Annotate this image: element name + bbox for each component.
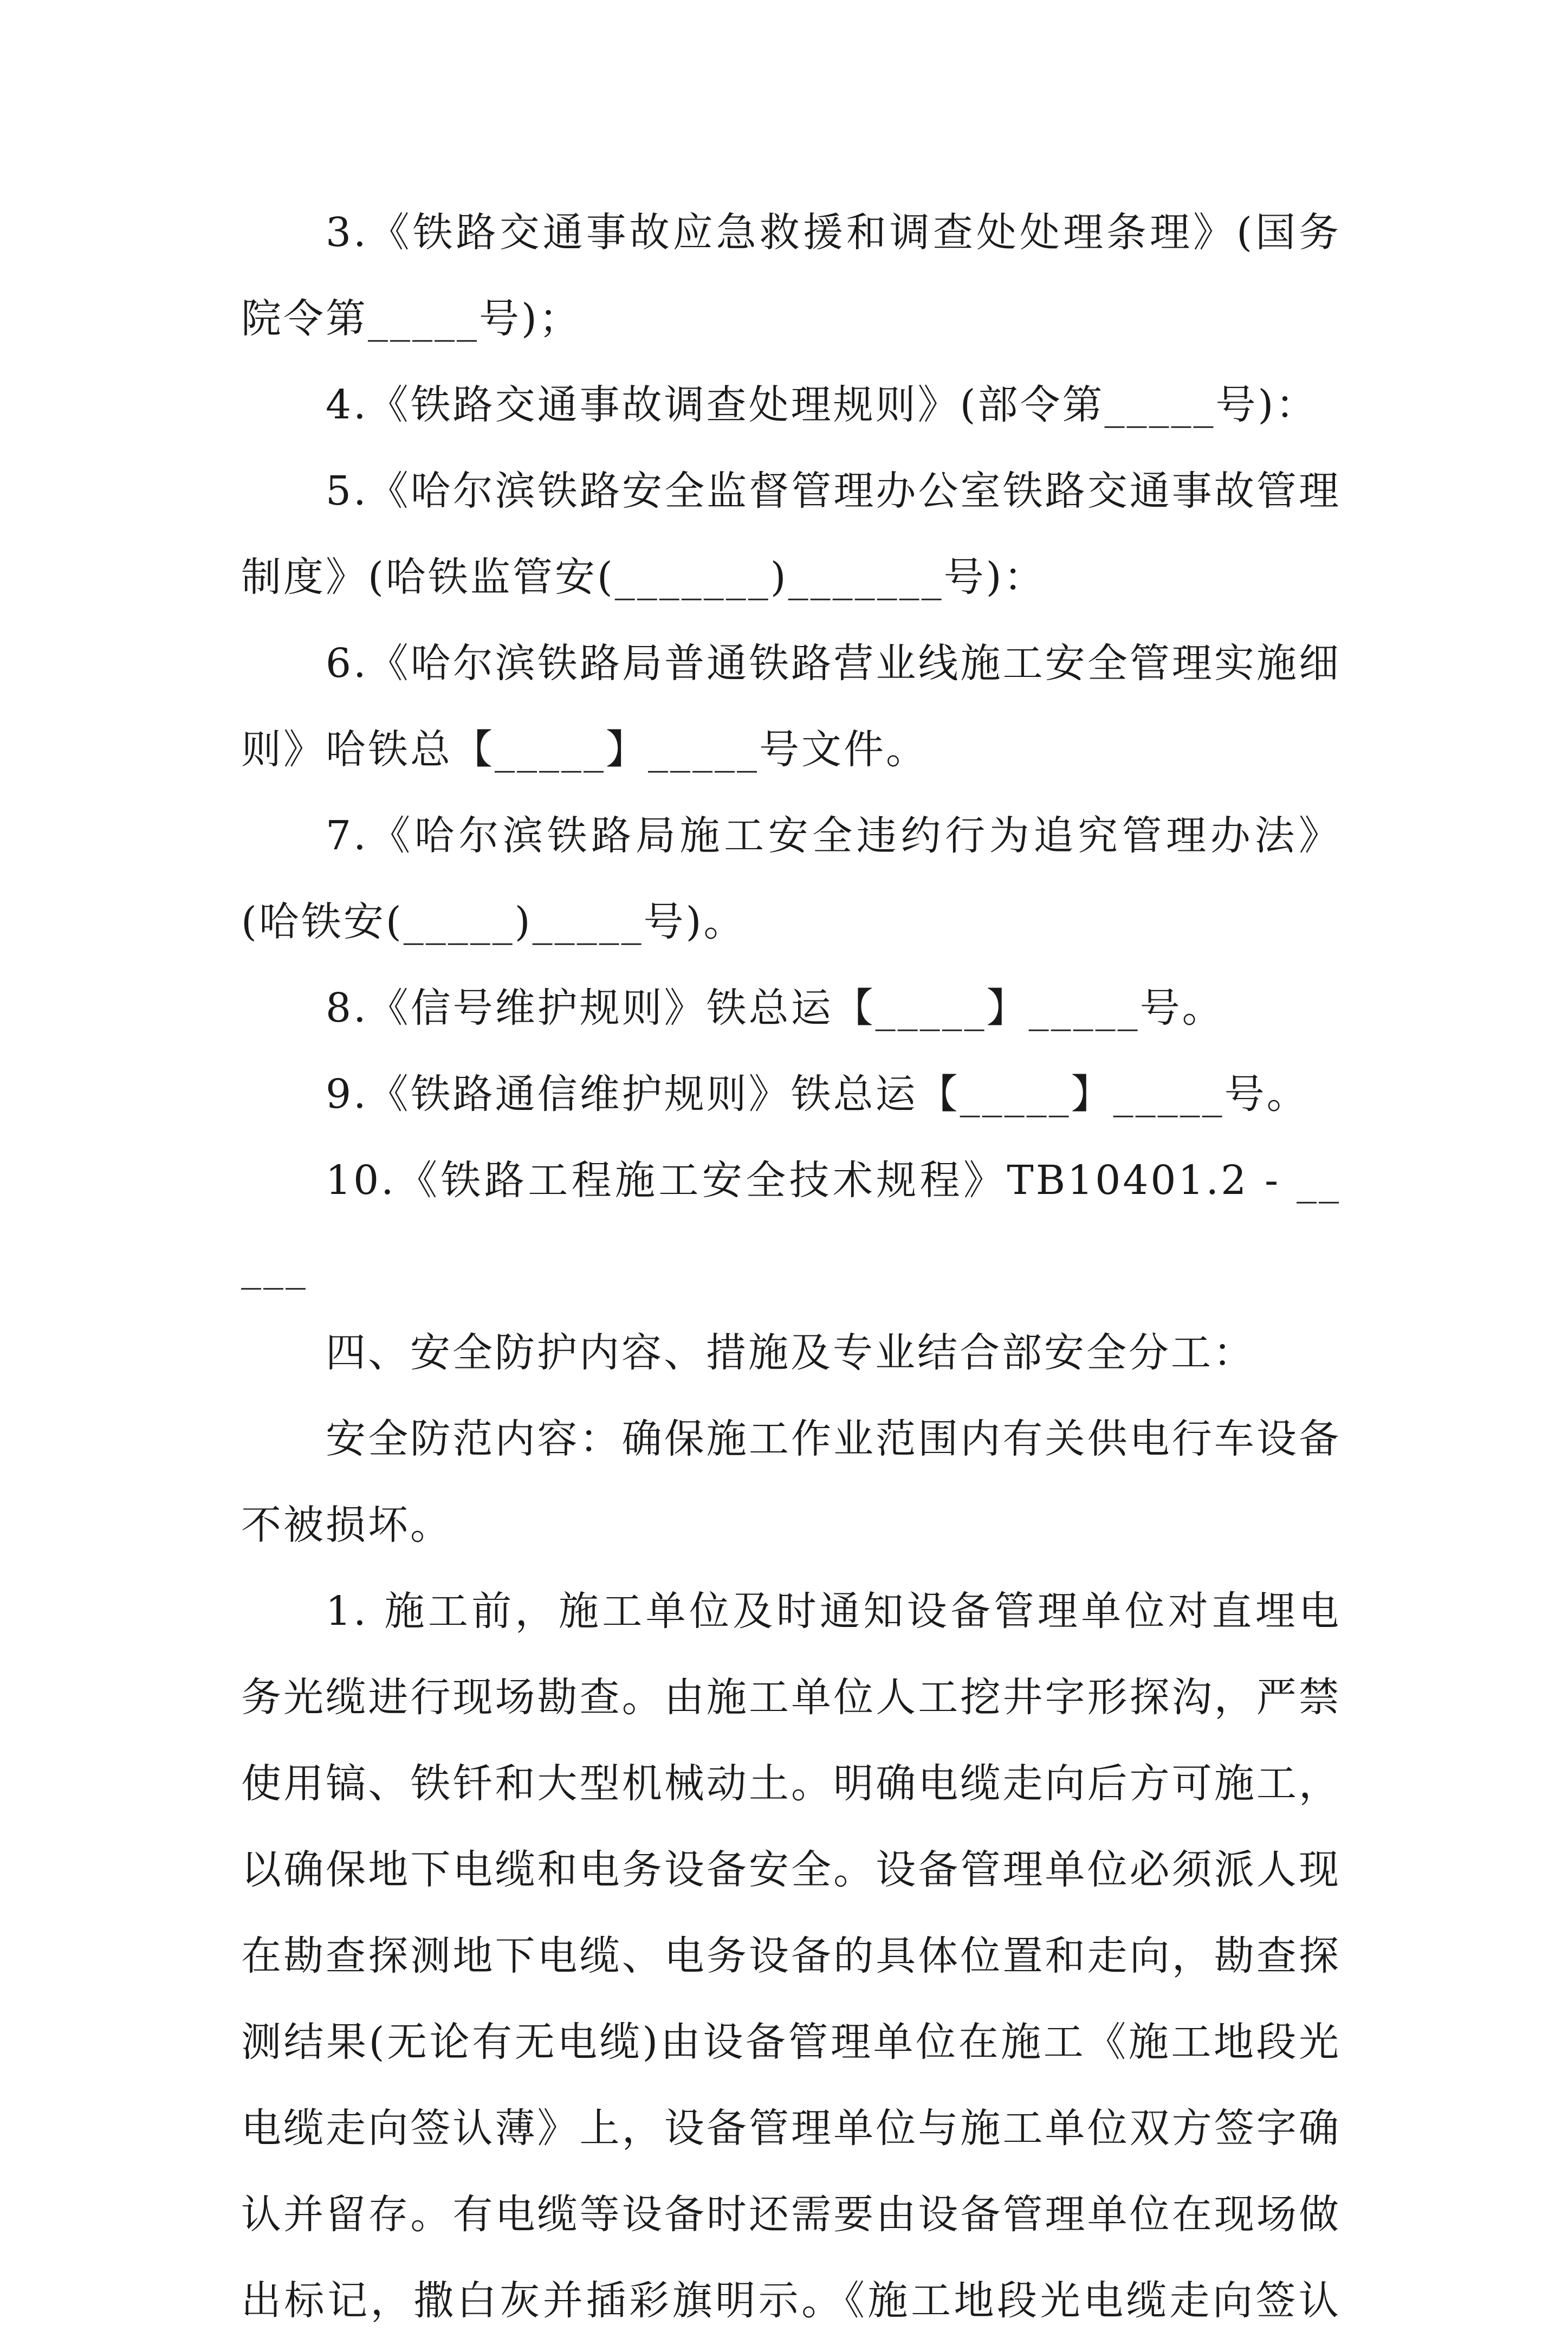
paragraph-item-8: 8.《信号维护规则》铁总运【_____】_____号。 <box>326 985 1224 1031</box>
paragraph-item-10: 10.《铁路工程施工安全技术规程》TB10401.2 - _____ <box>241 1157 1341 1290</box>
paragraph-item-3: 3.《铁路交通事故应急救援和调查处处理条理》(国务院令第_____号)； <box>241 209 1341 342</box>
paragraph-item-7: 7.《哈尔滨铁路局施工安全违约行为追究管理办法》(哈铁安(_____)_____号)。 <box>241 812 1341 945</box>
paragraph-item-4: 4.《铁路交通事故调查处理规则》(部令第_____号)： <box>326 382 1318 428</box>
paragraph-item-6: 6.《哈尔滨铁路局普通铁路营业线施工安全管理实施细则》哈铁总【_____】_____号文件。 <box>241 640 1341 773</box>
section-heading-4: 四、安全防护内容、措施及专业结合部安全分工： <box>326 1329 1255 1376</box>
paragraph-item-9: 9.《铁路通信维护规则》铁总运【_____】_____号。 <box>326 1071 1309 1118</box>
paragraph-measure-1: 1. 施工前，施工单位及时通知设备管理单位对直埋电务光缆进行现场勘查。由施工单位人工挖井字形探沟，严禁使用镐、铁钎和大型机械动土。明确电缆走向后方可施工，以确保地下电缆和电务设备安全。设备管理单位必须派人现在勘查探测地下电缆、电务设备的具体位置和走向，勘查探测结果(无论有无电缆)由设备管理单位在施工《施工地段光电缆走向签认薄》上，设备管理单位与施工单位双方签字确认并留存。有电缆等设备时还需要由设备管理单位在现场做出标记，撒白灰并插彩旗明示。《施工地段光电缆走向签认 <box>241 1588 1341 2324</box>
paragraph-item-5: 5.《哈尔滨铁路安全监督管理办公室铁路交通事故管理制度》(哈铁监管安(_______)_______号)： <box>241 468 1341 600</box>
paragraph-safety-scope: 安全防范内容：确保施工作业范围内有关供电行车设备不被损坏。 <box>241 1416 1341 1548</box>
document-body <box>241 190 1341 2344</box>
